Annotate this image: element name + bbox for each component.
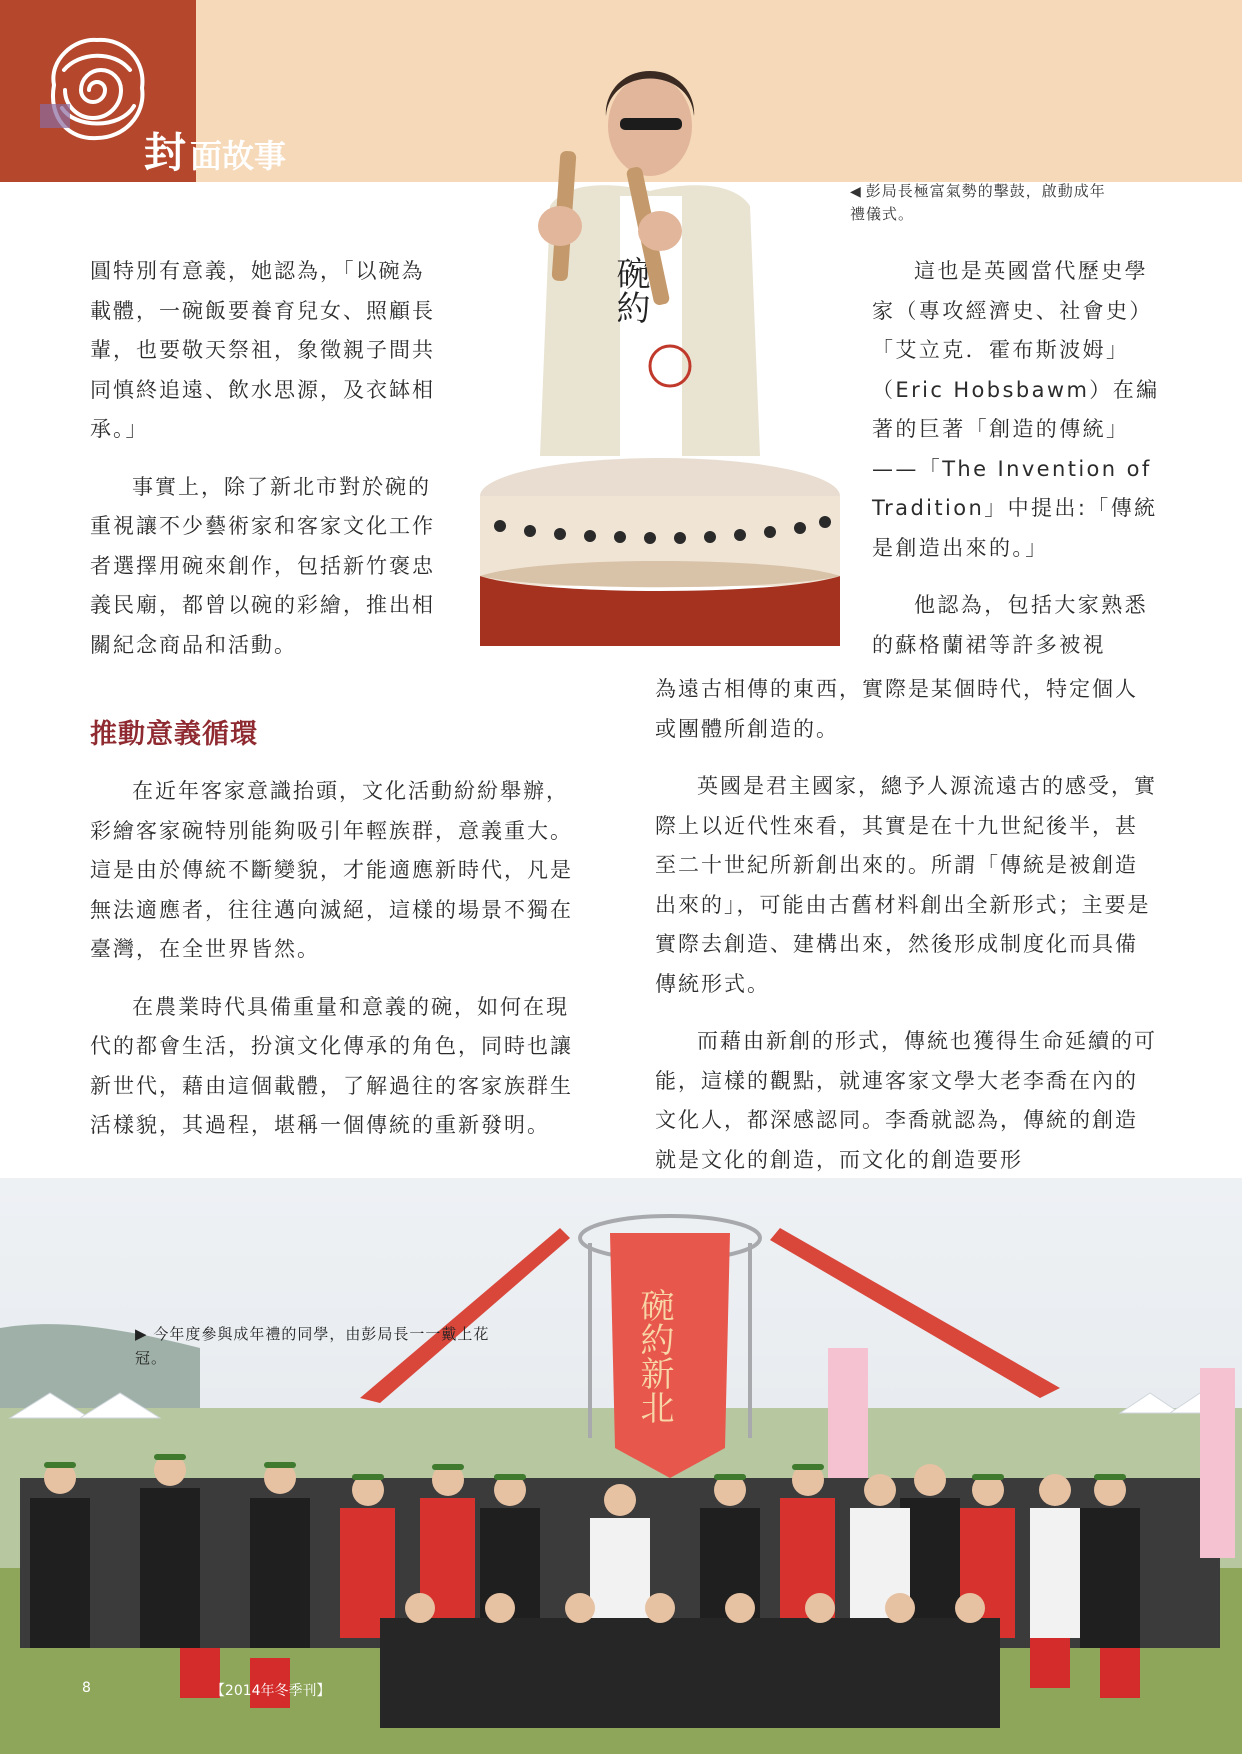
subheading: 推動意義循環	[90, 719, 258, 750]
left-column-top	[90, 252, 442, 665]
caption-arrow-right-icon: ▶	[135, 1325, 148, 1343]
paragraph: 這也是英國當代歷史學家（專攻經濟史、社會史）「艾立克．霍布斯波姆」（Eric Hobsbawm）在編著的巨著「創造的傳統」——「The Invention of Tradition」中提出:「傳統是創造出來的。」	[872, 259, 1160, 560]
rose-logo-icon	[34, 30, 160, 150]
paragraph: 事實上，除了新北市對於碗的重視讓不少藝術家和客家文化工作者選擇用碗來創作，包括新竹褒忠義民廟，都曾以碗的彩繪，推出相關紀念商品和活動。	[90, 474, 435, 657]
paragraph: 為遠古相傳的東西，實際是某個時代，特定個人或團體所創造的。	[655, 677, 1138, 741]
paragraph: 在農業時代具備重量和意義的碗，如何在現代的都會生活，扮演文化傳承的角色，同時也讓新世代，藉由這個載體，了解過往的客家族群生活樣貌，其過程，堪稱一個傳統的重新發明。	[90, 994, 573, 1137]
right-column-top	[872, 252, 1160, 665]
shirt-text: 碗約	[610, 256, 650, 324]
issue-label: 【2014年冬季刊】	[210, 1683, 331, 1699]
paragraph: 而藉由新創的形式，傳統也獲得生命延續的可能，這樣的觀點，就連客家文學大老李喬在內的文化人，都深感認同。李喬就認為，傳統的創造就是文化的創造，而文化的創造要形	[655, 1029, 1157, 1172]
caption-bottom-text: 今年度參與成年禮的同學，由彭局長一一戴上花冠。	[135, 1325, 490, 1367]
paragraph: 圓特別有意義，她認為，「以碗為載體，一碗飯要養育兒女、照顧長輩，也要敬天祭祖，象徵親子間共同慎終追遠、飲水思源，及衣缽相承。」	[90, 259, 435, 441]
right-column-main	[655, 670, 1160, 1180]
group-photo	[0, 1178, 1242, 1754]
footer	[82, 1680, 331, 1700]
drum-photo	[460, 56, 880, 646]
section-title-small: 面故事	[190, 137, 287, 175]
paragraph: 他認為，包括大家熟悉的蘇格蘭裙等許多被視	[872, 593, 1148, 657]
caption-arrow-left-icon: ◀	[850, 184, 862, 200]
paragraph: 英國是君主國家，總予人源流遠古的感受，實際上以近代性來看，其實是在十九世紀後半，甚至二十世紀所新創出來的。所謂「傳統是被創造出來的」，可能由古舊材料創出全新形式；主要是實際去創造、建構出來，然後形成制度化而具備傳統形式。	[655, 774, 1157, 996]
page-number: 8	[82, 1680, 91, 1696]
section-title	[144, 128, 286, 178]
caption-bottom	[135, 1322, 495, 1370]
banner-text: 碗約新北	[634, 1288, 674, 1424]
paragraph: 在近年客家意識抬頭，文化活動紛紛舉辦，彩繪客家碗特別能夠吸引年輕族群，意義重大。這是由於傳統不斷變貌，才能適應新時代，凡是無法適應者，往往邁向滅絕，這樣的場景不獨在臺灣，在全世界皆然。	[90, 779, 573, 961]
left-column-bottom	[90, 772, 590, 1146]
section-title-big: 封	[144, 128, 187, 177]
caption-top	[850, 180, 1110, 225]
caption-top-text: 彭局長極富氣勢的擊鼓，啟動成年禮儀式。	[850, 182, 1106, 223]
